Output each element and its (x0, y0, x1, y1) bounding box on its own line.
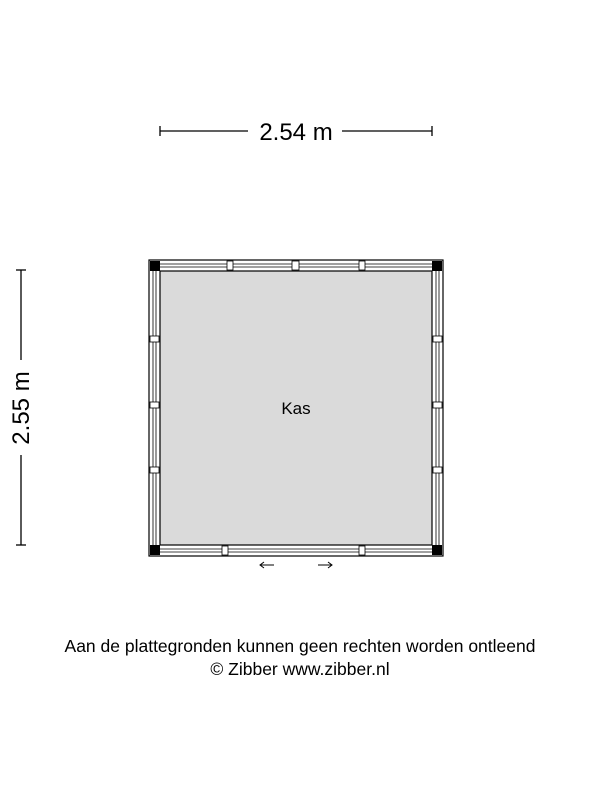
width-label: 2.54 m (259, 119, 333, 146)
disclaimer-text: Aan de plattegronden kunnen geen rechten worden ontleend (64, 636, 536, 656)
copyright-text: © Zibber www.zibber.nl (210, 659, 390, 679)
sliding-door-arrows (260, 562, 332, 568)
width-dimension (160, 119, 432, 146)
arrow-right-icon (318, 562, 332, 568)
height-label: 2.55 m (8, 371, 35, 445)
arrow-left-icon (260, 562, 274, 568)
height-dimension (8, 270, 35, 545)
room-label: Kas (281, 399, 311, 418)
